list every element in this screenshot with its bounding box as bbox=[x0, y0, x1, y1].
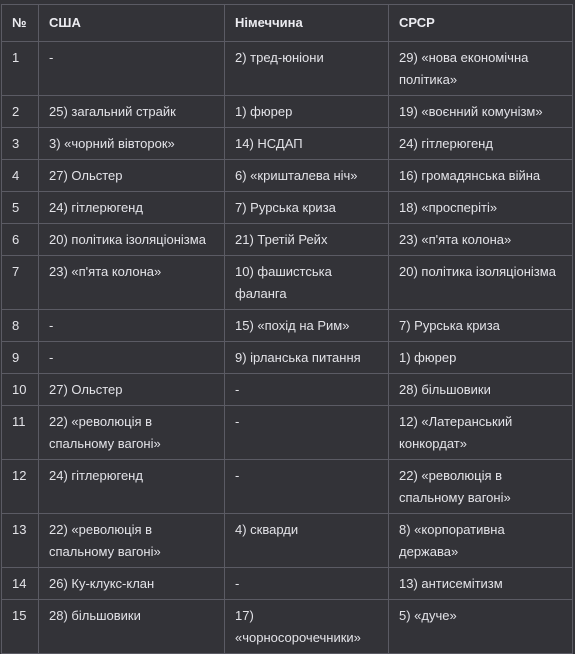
comparison-table bbox=[1, 4, 573, 654]
cell-ussr: 8) «корпоративна держава» bbox=[389, 514, 573, 568]
header-germany: Німеччина bbox=[225, 5, 389, 42]
cell-usa: 3) «чорний вівторок» bbox=[39, 128, 225, 160]
cell-number: 10 bbox=[2, 374, 39, 406]
table-row bbox=[2, 310, 573, 342]
cell-ussr: 28) більшовики bbox=[389, 374, 573, 406]
cell-usa: - bbox=[39, 310, 225, 342]
cell-germany: 17) «чорносорочечники» bbox=[225, 600, 389, 654]
cell-number: 9 bbox=[2, 342, 39, 374]
table-row bbox=[2, 460, 573, 514]
cell-ussr: 22) «революція в спальному вагоні» bbox=[389, 460, 573, 514]
table-row bbox=[2, 600, 573, 654]
cell-germany: 7) Рурська криза bbox=[225, 192, 389, 224]
cell-ussr: 23) «п'ята колона» bbox=[389, 224, 573, 256]
table-row bbox=[2, 406, 573, 460]
table-row bbox=[2, 42, 573, 96]
cell-ussr: 16) громадянська війна bbox=[389, 160, 573, 192]
cell-usa: 23) «п'ята колона» bbox=[39, 256, 225, 310]
cell-ussr: 13) антисемітизм bbox=[389, 568, 573, 600]
cell-germany: 4) скварди bbox=[225, 514, 389, 568]
table-row bbox=[2, 256, 573, 310]
cell-usa: 27) Ольстер bbox=[39, 374, 225, 406]
cell-germany: 10) фашистська фаланга bbox=[225, 256, 389, 310]
cell-usa: 27) Ольстер bbox=[39, 160, 225, 192]
cell-ussr: 5) «дуче» bbox=[389, 600, 573, 654]
cell-ussr: 1) фюрер bbox=[389, 342, 573, 374]
cell-number: 14 bbox=[2, 568, 39, 600]
header-number: № bbox=[2, 5, 39, 42]
cell-number: 8 bbox=[2, 310, 39, 342]
cell-number: 13 bbox=[2, 514, 39, 568]
cell-ussr: 7) Рурська криза bbox=[389, 310, 573, 342]
cell-germany: - bbox=[225, 374, 389, 406]
cell-usa: - bbox=[39, 342, 225, 374]
cell-usa: 24) гітлерюгенд bbox=[39, 460, 225, 514]
header-ussr: СРСР bbox=[389, 5, 573, 42]
cell-number: 6 bbox=[2, 224, 39, 256]
header-usa: США bbox=[39, 5, 225, 42]
cell-number: 15 bbox=[2, 600, 39, 654]
cell-ussr: 18) «просперіті» bbox=[389, 192, 573, 224]
cell-ussr: 24) гітлерюгенд bbox=[389, 128, 573, 160]
cell-germany: 15) «похід на Рим» bbox=[225, 310, 389, 342]
cell-number: 1 bbox=[2, 42, 39, 96]
cell-number: 2 bbox=[2, 96, 39, 128]
cell-number: 7 bbox=[2, 256, 39, 310]
cell-usa: - bbox=[39, 42, 225, 96]
cell-germany: - bbox=[225, 568, 389, 600]
cell-ussr: 19) «воєнний комунізм» bbox=[389, 96, 573, 128]
cell-number: 3 bbox=[2, 128, 39, 160]
table-row bbox=[2, 342, 573, 374]
cell-number: 11 bbox=[2, 406, 39, 460]
cell-usa: 26) Ку-клукс-клан bbox=[39, 568, 225, 600]
table-row bbox=[2, 514, 573, 568]
table-row bbox=[2, 128, 573, 160]
cell-germany: 2) тред-юніони bbox=[225, 42, 389, 96]
cell-germany: 6) «кришталева ніч» bbox=[225, 160, 389, 192]
cell-germany: 14) НСДАП bbox=[225, 128, 389, 160]
cell-usa: 22) «революція в спальному вагоні» bbox=[39, 514, 225, 568]
table-row bbox=[2, 96, 573, 128]
table-row bbox=[2, 374, 573, 406]
cell-germany: - bbox=[225, 460, 389, 514]
cell-number: 12 bbox=[2, 460, 39, 514]
cell-ussr: 20) політика ізоляціонізма bbox=[389, 256, 573, 310]
cell-ussr: 12) «Латеранський конкордат» bbox=[389, 406, 573, 460]
table-row bbox=[2, 160, 573, 192]
cell-usa: 24) гітлерюгенд bbox=[39, 192, 225, 224]
table-row bbox=[2, 224, 573, 256]
cell-germany: 1) фюрер bbox=[225, 96, 389, 128]
cell-germany: 21) Третій Рейх bbox=[225, 224, 389, 256]
table-header bbox=[2, 5, 573, 42]
cell-ussr: 29) «нова економічна політика» bbox=[389, 42, 573, 96]
cell-germany: 9) ірланська питання bbox=[225, 342, 389, 374]
table-row bbox=[2, 568, 573, 600]
table-row bbox=[2, 192, 573, 224]
cell-usa: 20) політика ізоляціонізма bbox=[39, 224, 225, 256]
table-body bbox=[2, 42, 573, 654]
cell-usa: 22) «революція в спальному вагоні» bbox=[39, 406, 225, 460]
cell-usa: 25) загальний страйк bbox=[39, 96, 225, 128]
cell-germany: - bbox=[225, 406, 389, 460]
cell-usa: 28) більшовики bbox=[39, 600, 225, 654]
table-header-row bbox=[2, 5, 573, 42]
cell-number: 5 bbox=[2, 192, 39, 224]
cell-number: 4 bbox=[2, 160, 39, 192]
